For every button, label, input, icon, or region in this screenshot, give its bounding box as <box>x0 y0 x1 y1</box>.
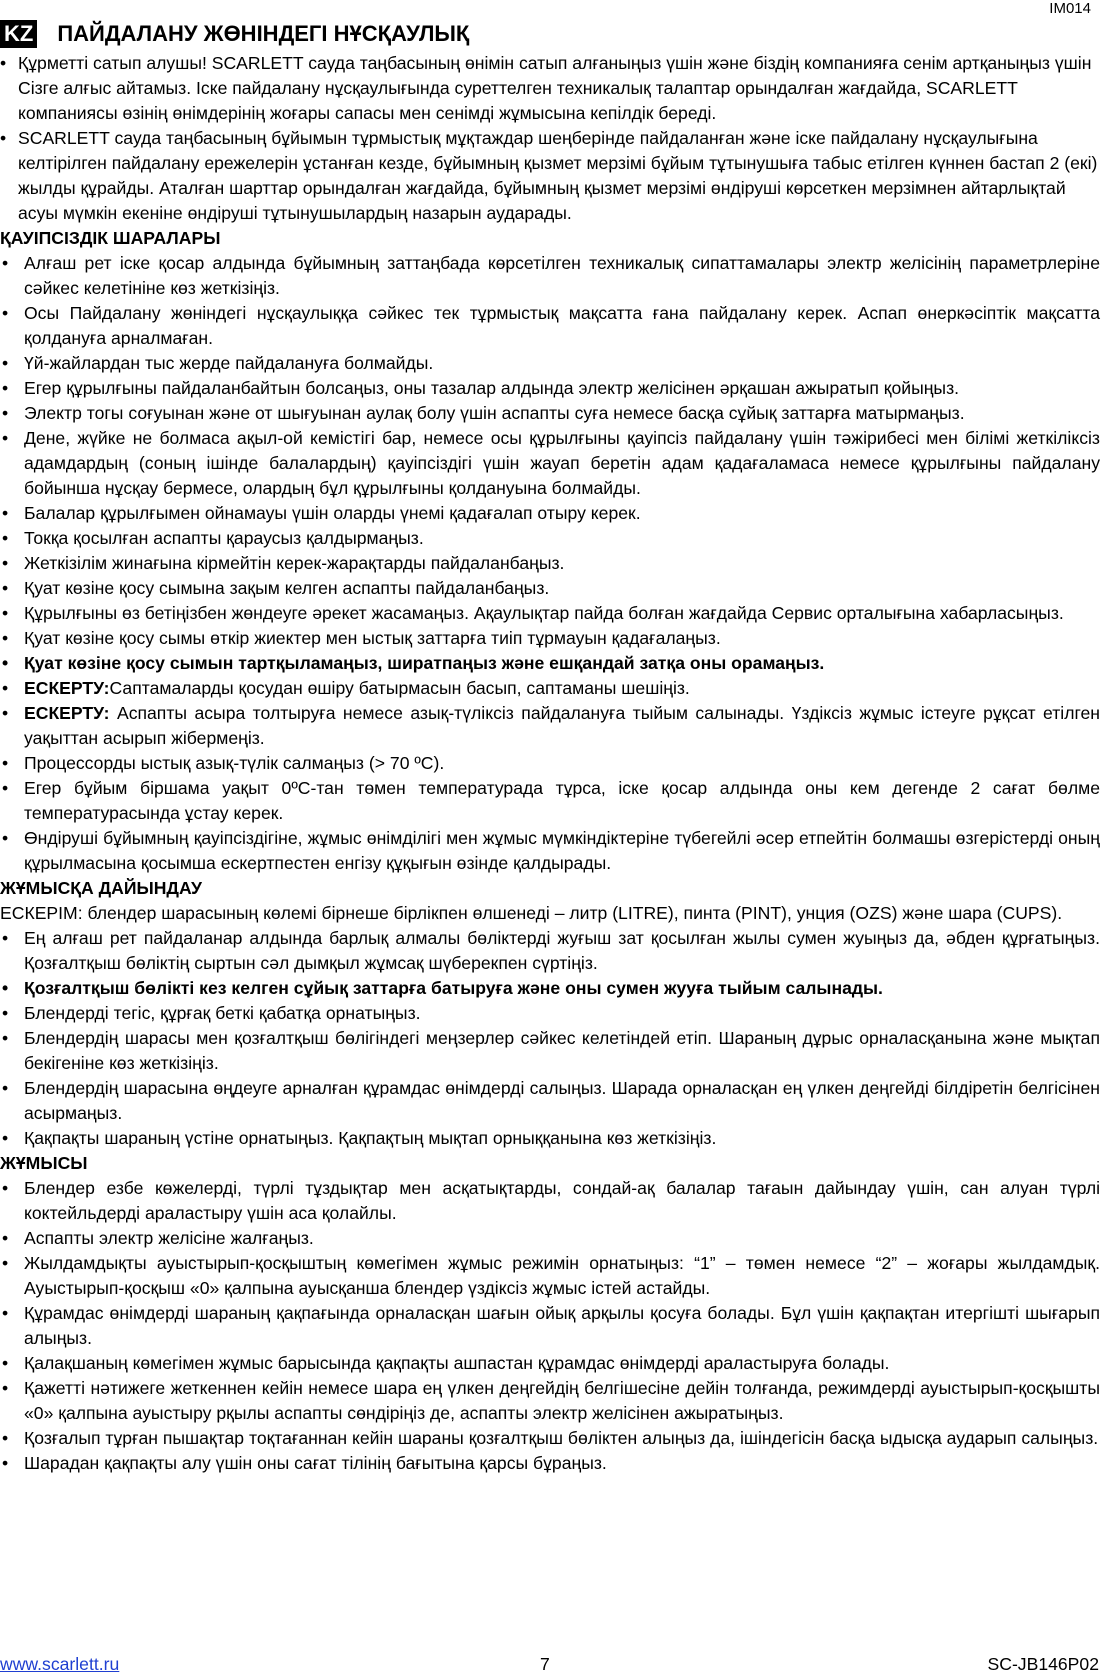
warning-item <box>0 701 1100 751</box>
operation-heading: ЖҰМЫСЫ <box>0 1153 88 1173</box>
safety-list <box>0 251 1100 876</box>
prep-list <box>0 926 1100 1151</box>
list-item: • Электр тогы соғуынан және от шығуынан аулақ болу үшін аспапты суға немесе басқа сұйық заттарға матырмаңыз. <box>0 401 1100 426</box>
model-number: SC-JB146P02 <box>987 1654 1099 1674</box>
list-item: • Қақпақты шараның үстіне орнатыңыз. Қақпақтың мықтап орныққанына көз жеткізіңіз. <box>0 1126 1100 1151</box>
bold-list-item: • Қозғалтқыш бөлікті кез келген сұйық заттарға батыруға және оны сумен жууға тыйым салынады. <box>0 976 1100 1001</box>
list-item: • Дене, жүйке не болмаса ақыл-ой кемістігі бар, немесе осы құрылғыны қауіпсіз пайдалану үшін тәжірибесі мен білімі жеткіліксіз адамдардың (соның ішінде балалардың) қауіпсіздігі үшін жауап беретін адам қадағаламаса немесе құрылғыны пайдалану бойынша нұсқау бермесе, олардың бұл құрылғыны қолдануына болмайды. <box>0 426 1100 501</box>
list-item: • Қозғалып тұрған пышақтар тоқтағаннан кейін шараны қозғалтқыш бөліктен алыңыз да, ішіндегісін басқа ыдысқа аударып салыңыз. <box>0 1426 1100 1451</box>
list-item: • Егер бұйым біршама уақыт 0ºС-тан төмен температурада тұрса, іске қосар алдында оны кем дегенде 2 сағат бөлме температурасында ұстау керек. <box>0 776 1100 826</box>
prep-heading: ЖҰМЫСҚА ДАЙЫНДАУ <box>0 878 202 898</box>
warning-label: ЕСКЕРТУ: <box>24 678 110 698</box>
list-item: • Жеткізілім жинағына кірмейтін керек-жарақтарды пайдаланбаңыз. <box>0 551 1100 576</box>
list-item: • Блендерді тегіс, құрғақ беткі қабатқа орнатыңыз. <box>0 1001 1100 1026</box>
list-item: • Үй-жайлардан тыс жерде пайдалануға болмайды. <box>0 351 1100 376</box>
list-item: • Ең алғаш рет пайдаланар алдында барлық алмалы бөліктерді жуғыш зат қосылған жылы сумен жуыңыз да, әбден құрғатыңыз. Қозғалтқыш бөліктің сыртын сәл дымқыл жұмсақ шүберекпен сүртіңіз. <box>0 926 1100 976</box>
list-item: • Қуат көзіне қосу сымына зақым келген аспапты пайдаланбаңыз. <box>0 576 1100 601</box>
warning-item <box>0 676 1100 701</box>
list-item: • SCARLETT сауда таңбасының бұйымын тұрмыстық мұқтаждар шеңберінде пайдаланған және іске пайдалану нұсқаулығына келтірілген пайдалану ережелерін ұстанған кезде, бұйымның қызмет мерзімі бұйым тұтынушыға табыс етілген күннен бастап 2 (екі) жылды құрайды. Аталған шарттар орындалған жағдайда, бұйымның қызмет мерзімі өндіруші көрсеткен мерзімнен айтарлықтай асуы мүмкін екеніне өндіруші тұтынушылардың назарын аударады. <box>0 126 1100 226</box>
list-item: • Блендер езбе көжелерді, түрлі тұздықтар мен асқатықтарды, сондай-ақ балалар тағаын дайындау үшін, сан алуан түрлі коктейльдерді араластыру үшін аса қолайлы. <box>0 1176 1100 1226</box>
warning-text: Саптамаларды қосудан өшіру батырмасын басып, саптаманы шешіңіз. <box>109 678 690 698</box>
list-item: • Қажетті нәтижеге жеткеннен кейін немесе шара ең үлкен деңгейдің белгішесіне дейін толғанда, режимдерді ауыстырып-қосқышты «0» қалпына ауыстыру рқылы аспапты сөндіріңіз де, аспапты электр желісінен ажыратыңыз. <box>0 1376 1100 1426</box>
intro-list <box>0 51 1100 226</box>
prep-note: ЕСКЕРІМ: блендер шарасының көлемі бірнеше бірлікпен өлшенеді – литр (LITRE), пинта (PINT), унция (OZS) және шара (CUPS). <box>0 903 1063 923</box>
list-item: • Қалақшаның көмегімен жұмыс барысында қақпақты ашпастан құрамдас өнімдерді араластыруға болады. <box>0 1351 1100 1376</box>
document-code: IM014 <box>1049 0 1091 17</box>
bold-list-item: • Қуат көзіне қосу сымын тартқыламаңыз, ширатпаңыз және ешқандай затқа оны орамаңыз. <box>0 651 1100 676</box>
list-item: • Егер құрылғыны пайдаланбайтын болсаңыз, оны тазалар алдында электр желісінен әрқашан ажыратып қойыңыз. <box>0 376 1100 401</box>
content <box>0 51 1100 1476</box>
warning-text: Аспапты асыра толтыруға немесе азық-түліксіз пайдалануға тыйым салынады. Үздіксіз жұмыс істеуге рұқсат етілген уақыттан асырып жібермеңіз. <box>24 703 1100 748</box>
page-title: ПАЙДАЛАНУ ЖӨНІНДЕГІ НҰСҚАУЛЫҚ <box>57 21 470 46</box>
list-item: • Жылдамдықты ауыстырып-қосқыштың көмегімен жұмыс режимін орнатыңыз: “1” – төмен немесе “2” – жоғары жылдамдық. Ауыстырып-қосқыш «0» қалпына ауысқанша блендер үздіксіз жұмыс істей астайды. <box>0 1251 1100 1301</box>
list-item: • Құрметті сатып алушы! SCARLETT сауда таңбасының өнімін сатып алғаныңыз үшін және біздің компанияға сенім артқаныңыз үшін Сізге алғыс айтамыз. Іске пайдалану нұсқаулығында суреттелген техникалық талаптар орындалған жағдайда, SCARLETT компаниясы өзінің өнімдерінің жоғары сапасы мен сенімді жұмысына кепілдік береді. <box>0 51 1100 126</box>
operation-list <box>0 1176 1100 1476</box>
list-item: • Аспапты электр желісіне жалғаңыз. <box>0 1226 1100 1251</box>
list-item: • Алғаш рет іске қосар алдында бұйымның заттаңбада көрсетілген техникалық сипаттамалары электр желісінің параметрлеріне сәйкес келетініне көз жеткізіңіз. <box>0 251 1100 301</box>
footer <box>0 1651 1105 1677</box>
warning-label: ЕСКЕРТУ: <box>24 703 110 723</box>
list-item: • Шарадан қақпақты алу үшін оны сағат тілінің бағытына қарсы бұраңыз. <box>0 1451 1100 1476</box>
list-item: • Процессорды ыстық азық-түлік салмаңыз (> 70 ºС). <box>0 751 1100 776</box>
list-item: • Токқа қосылған аспапты қараусыз қалдырмаңыз. <box>0 526 1100 551</box>
list-item: • Құрылғыны өз бетіңізбен жөндеуге әрекет жасамаңыз. Ақаулықтар пайда болған жағдайда Сервис орталығына хабарласыңыз. <box>0 601 1100 626</box>
list-item: • Блендердің шарасына өңдеуге арналған құрамдас өнімдерді салыңыз. Шарада орналасқан ең үлкен деңгейді білдіретін белгісінен асырмаңыз. <box>0 1076 1100 1126</box>
website-link[interactable]: www.scarlett.ru <box>0 1654 120 1674</box>
list-item: • Құрамдас өнімдерді шараның қақпағында орналасқан шағын ойық арқылы қосуға болады. Бұл үшін қақпақтан итергішті шығарып алыңыз. <box>0 1301 1100 1351</box>
list-item: • Өндіруші бұйымның қауіпсіздігіне, жұмыс өнімділігі мен жұмыс мүмкіндіктеріне түбегейлі әсер етпейтін болмашы өзгерістерді оның құрылмасына қосымша ескертпестен енгізу құқығын өзінде қалдырады. <box>0 826 1100 876</box>
safety-heading: ҚАУІПСІЗДІК ШАРАЛАРЫ <box>0 228 221 248</box>
page-number: 7 <box>540 1654 550 1674</box>
list-item: • Балалар құрылғымен ойнамауы үшін оларды үнемі қадағалап отыру керек. <box>0 501 1100 526</box>
list-item: • Блендердің шарасы мен қозғалтқыш бөлігіндегі меңзерлер сәйкес келетіндей етіп. Шараның дұрыс орналасқанына және мықтап бекігеніне көз жеткізіңіз. <box>0 1026 1100 1076</box>
list-item: • Қуат көзіне қосу сымы өткір жиектер мен ыстық заттарға тиіп тұрмауын қадағалаңыз. <box>0 626 1100 651</box>
list-item: • Осы Пайдалану жөніндегі нұсқаулыққа сәйкес тек тұрмыстық мақсатта ғана пайдалану керек. Аспап өнеркәсіптік мақсатта қолдануға арналмаған. <box>0 301 1100 351</box>
header <box>0 20 469 48</box>
language-badge: KZ <box>0 20 37 48</box>
